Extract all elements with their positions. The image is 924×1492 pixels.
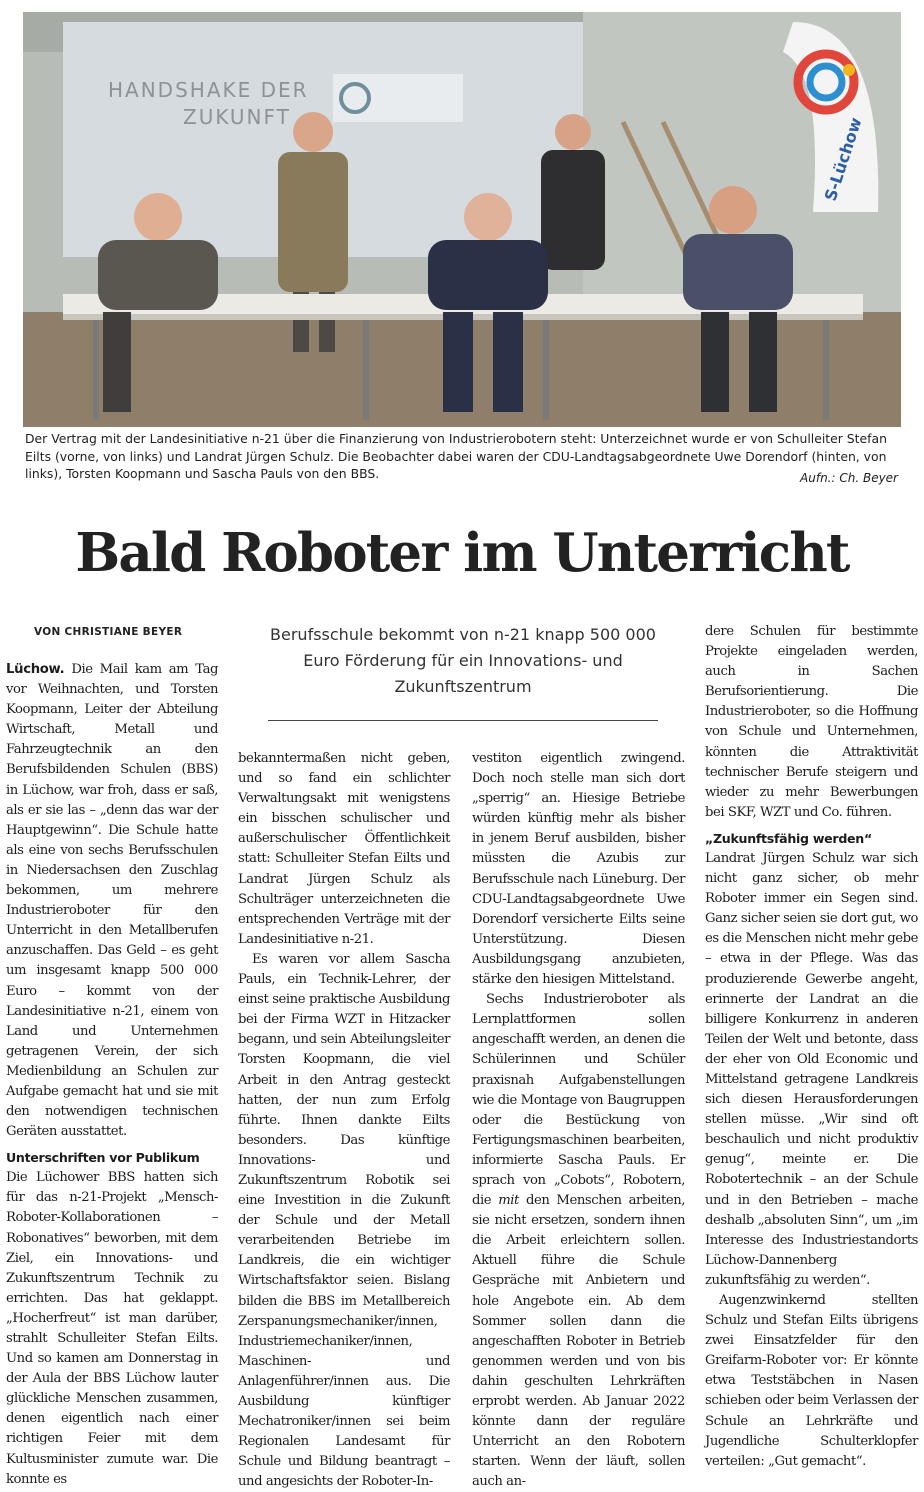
paragraph: vestiton eigentlich zwingend. Doch noch stelle man sich dort „sperrig“ an. Hiesige Betriebe würden künftig mehr als bisher in jenem Beruf ausbilden, bisher müssten die Azubis zur Berufsschule nach Lüneburg. Der CDU-Landtagsabgeordnete Uwe Dorendorf versicherte Eilts seine Unterstützung. Diesen Ausbildungsgang anzubieten, stärke den hiesigen Mittelstand. <box>472 751 685 988</box>
banner-text: S-Lüchow <box>820 115 866 204</box>
article-column-3 <box>472 749 685 1492</box>
paragraph-text: Die Mail kam am Tag vor Weihnachten, und Torsten Koopmann, Leiter der Abteilung Wirtschaft, Metall und Fahrzeugtechnik an den Berufsbildenden Schulen (BBS) in Lüchow, war froh, dass er saß, als er sie las – „denn das war der Hauptgewinn“. Die Schule hatte als eine von sechs Berufsschulen in Niedersachsen den Zuschlag bekommen, um mehrere Industrieroboter für den Unterricht in den Metallberufen anzuschaffen. Das Geld – es geht um insgesamt knapp 500 000 Euro – kommt von der Landesinitiative n-21, einem von Land und Unternehmen getragenen Verein, der sich Medienbildung an Schulen zur Aufgabe gemacht hat und sie mit den notwendigen technischen Geräten ausstattet. <box>6 662 218 1140</box>
byline: VON CHRISTIANE BEYER <box>34 626 183 638</box>
paragraph: Die Lüchower BBS hatten sich für das n-21-Projekt „Mensch-Roboter-Kollaborationen – Robonatives“ beworben, mit dem Ziel, ein Innovations- und Zukunftszentrum Technik zu errichten. Das hat geklappt. „Hocherfreut“ ist man darüber, strahlt Schulleiter Stefan Eilts. Und so kamen am Donnerstag in der Aula der BBS Lüchow lauter glückliche Menschen zusammen, denen eigentlich nach einer richtigen Feier mit dem Kultusminister zumute war. Die konnte es <box>6 1170 218 1487</box>
paragraph <box>6 660 218 1142</box>
paragraph: Es waren vor allem Sascha Pauls, ein Technik-Lehrer, der einst seine praktische Ausbildung bei der Firma WZT in Hitzacker begann, und sein Abteilungsleiter Torsten Koopmann, die viel Arbeit in den Antrag gesteckt hatten, der nun zum Erfolg führte. Ihnen dankte Eilts besonders. Das künftige Innovations- und Zukunftszentrum Robotik sei eine Investition in die Zukunft der Schule und der Metall verarbeitenden Betriebe im Landkreis, die ein wichtiger Wirtschaftsfaktor seien. Bislang bilden die BBS im Metallbereich Zerspanungsmechaniker/innen, Industriemechaniker/innen, Maschinen- und Anlagenführer/innen aus. Die Ausbildung künftiger Mechatroniker/innen sei beim Regionalen Landesamt für Schule und Bildung beantragt – und angesichts der Roboter-In- <box>238 951 450 1490</box>
paragraph: Augenzwinkernd stellten Schulz und Stefan Eilts übrigens zwei Einsatzfelder für den Greifarm-Roboter vor: Er könnte etwa Teststäbchen in Nasen schieben oder beim Verlassen der Schule an Lehrkräfte und Jugendliche Schulterklopfer verteilen: „Gut gemacht“. <box>705 1293 918 1469</box>
screen-text-2: ZUKUNFT <box>183 105 291 129</box>
article-column-1 <box>6 660 218 1490</box>
paragraph-text: Sechs Industrieroboter als Lernplattformen sollen angeschafft werden, an denen die Schülerinnen und Schüler praxisnah Aufgabenstellungen wie die Montage von Baugruppen oder die Bestückung von Fertigungsmaschinen bearbeiten, informierte Sascha Pauls. Er sprach von „Cobots“, Robotern, die <box>472 992 685 1209</box>
paragraph: Landrat Jürgen Schulz war sich nicht ganz sicher, ob mehr Roboter immer ein Segen sind. Ganz sicher seien sie dort gut, wo es die Menschen nicht mehr gebe – etwa in der Pflege. Was das produzierende Gewerbe angeht, erinnerte der Landrat an die billigere Konkurrenz in anderen Teilen der Welt und betonte, dass der eher von Old Economic und Mittelstand getragene Landkreis sich diesen Herausforderungen stellen müsse. „Wir sind oft beschaulich und nicht produktiv genug“, meinte er. Die Robotertechnik – an der Schule und in den Betrieben – mache deshalb „absoluten Sinn“, um „im Interesse des Industriestandorts Lüchow-Dannenberg zukunftsfähig zu werden“. <box>705 850 918 1288</box>
paragraph: dere Schulen für bestimmte Projekte eingeladen werden, auch in Sachen Berufsorientierung. Die Industrieroboter, so die Hoffnung von Schule und Unternehmen, könnten die Attraktivität technischer Berufe steigern und wieder zu mehr Bewerbungen bei SKF, WZT und Co. führen. <box>705 624 918 820</box>
article-photo <box>23 12 901 427</box>
emphasis: mit <box>498 1193 519 1209</box>
subhead-divider <box>268 720 658 721</box>
section-heading: Unterschriften vor Publikum <box>6 1150 200 1166</box>
screen-logo <box>333 74 463 122</box>
photo-credit: Aufn.: Ch. Beyer <box>800 471 898 485</box>
paragraph: bekanntermaßen nicht geben, und so fand ein schlichter Verwaltungsakt mit wenigstens ein bisschen schulischer und außerschulischer Öffentlichkeit statt: Schulleiter Stefan Eilts und Landrat Jürgen Schulz als Schulträger unterzeichneten die entsprechenden Verträge mit der Landesinitiative n-21. <box>238 751 450 947</box>
article-column-2 <box>238 749 450 1492</box>
section-heading: „Zukunftsfähig werden“ <box>705 830 872 846</box>
dateline: Lüchow. <box>6 662 65 677</box>
headline: Bald Roboter im Unterricht <box>75 522 849 584</box>
article-column-4 <box>705 622 918 1472</box>
paragraph <box>472 990 685 1492</box>
paragraph-text: den Menschen arbeiten, sie nicht ersetzen, sondern ihnen die Arbeit erleichtern sollen. Aktuell führe die Schule Gespräche mit Anbietern und hole Angebote ein. Ab dem Sommer sollen dann die angeschafften Roboter in Betrieb genommen werden und von bis dahin geschulten Lehrkräften erprobt werden. Ab Januar 2022 könnte dann der reguläre Unterricht an den Robotern starten. Wenn der läuft, sollen auch an- <box>472 1193 686 1490</box>
screen-text-1: HANDSHAKE DER <box>108 78 309 102</box>
photo-caption: Der Vertrag mit der Landesinitiative n-21 über die Finanzierung von Industrierobotern steht: Unterzeichnet wurde er von Schulleiter Stefan Eilts (vorne, von links) und Landrat Jürgen Schulz. Die Beobachter dabei waren der CDU-Landtagsabgeordnete Uwe Dorendorf (hinten, von links), Torsten Koopmann und Sascha Pauls von den BBS. <box>25 431 887 481</box>
subheadline: Berufsschule bekommt von n-21 knapp 500 000 Euro Förderung für ein Innovations- und Zukunftszentrum <box>270 625 656 696</box>
photo-illustration <box>23 12 901 427</box>
